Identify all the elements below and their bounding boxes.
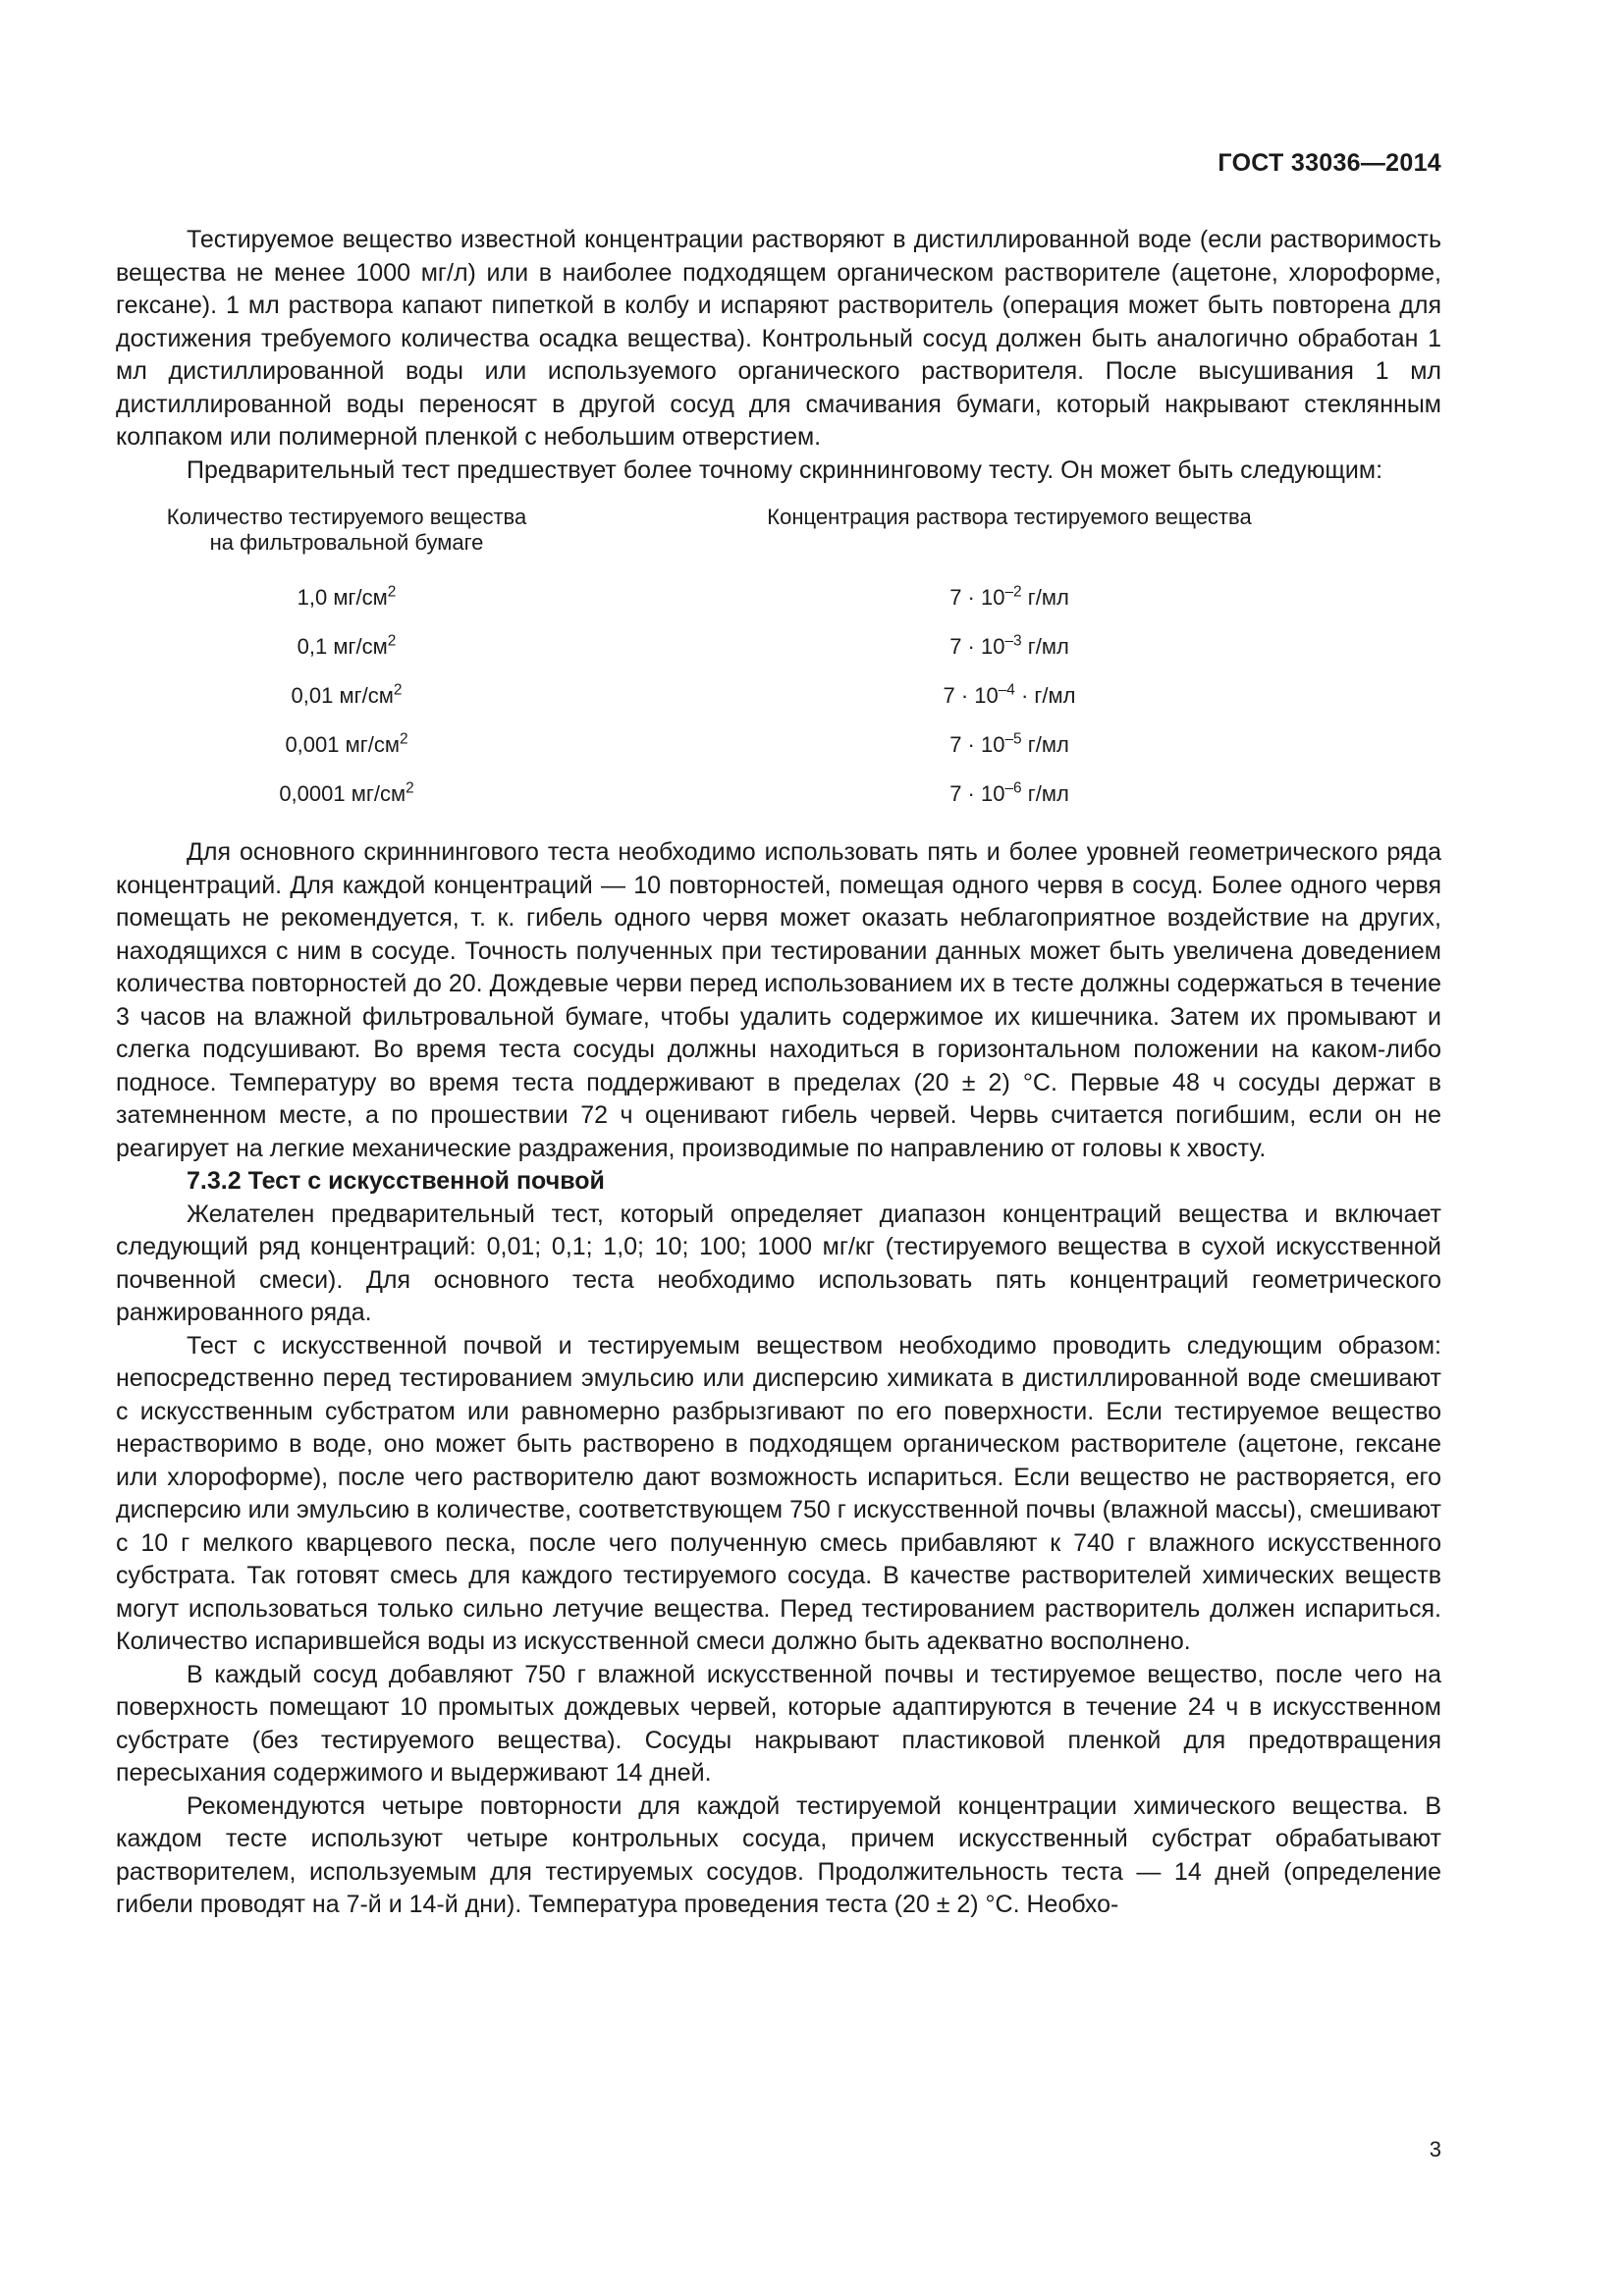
amount-text: 1,0 мг/см bbox=[297, 585, 388, 610]
section-title: Тест с искусственной почвой bbox=[247, 1167, 605, 1195]
table-cell-amount bbox=[116, 770, 577, 819]
amount-exponent: 2 bbox=[400, 730, 408, 748]
concentration-unit: · г/мл bbox=[1014, 683, 1076, 708]
table-row bbox=[116, 671, 1441, 721]
table-row bbox=[116, 622, 1441, 671]
table-cell-concentration bbox=[577, 770, 1441, 819]
document-standard-id: ГОСТ 33036—2014 bbox=[1218, 149, 1441, 177]
concentration-base: 7 · 10 bbox=[949, 585, 1005, 610]
paragraph: Тестируемое вещество известной концентрации растворяют в дистиллированной воде (если растворимость вещества не менее 1000 мг/л) или в наиболее подходящем органическом растворителе (ацетоне, хлороформе, гексане). 1 мл раствора капают пипеткой в колбу и испаряют растворитель (операция может быть повторена для достижения требуемого количества осадка вещества). Контрольный сосуд должен быть аналогично обработан 1 мл дистиллированной воды или используемого органического растворителя. После высушивания 1 мл дистиллированной воды переносят в другой сосуд для смачивания бумаги, который накрывают стеклянным колпаком или полимерной пленкой с небольшим отверстием. bbox=[116, 226, 1441, 451]
table-header-concentration: Концентрация раствора тестируемого вещества bbox=[767, 505, 1252, 529]
table-cell-concentration bbox=[577, 671, 1441, 721]
paragraph: Тест с искусственной почвой и тестируемым веществом необходимо проводить следующим образом: непосредственно перед тестированием эмульсию или дисперсию химиката в дистиллированной воде смешивают с искусственным субстратом или равномерно разбрызгивают по его поверхности. Если тестируемое вещество нерастворимо в воде, оно может быть растворено в подходящем органическом растворителе (ацетоне, гексане или хлороформе), после чего растворителю дают возможность испариться. Если вещество не растворяется, его дисперсию или эмульсию в количестве, соответствующем 750 г искусственной почвы (влажной массы), смешивают с 10 г мелкого кварцевого песка, после чего полученную смесь прибавляют к 740 г влажного искусственного субстрата. Так готовят смесь для каждого тестируемого сосуда. В качестве растворителей химических веществ могут использоваться только сильно летучие вещества. Перед тестированием растворитель должен испариться. Количество испарившейся воды из искусственной смеси должно быть адекватно восполнено. bbox=[116, 1331, 1441, 1655]
concentration-unit: г/мл bbox=[1021, 585, 1069, 610]
concentration-exponent: –4 bbox=[998, 681, 1015, 699]
concentration-exponent: –6 bbox=[1004, 779, 1022, 797]
table-cell-amount bbox=[116, 573, 577, 622]
table-cell-concentration bbox=[577, 721, 1441, 770]
amount-exponent: 2 bbox=[387, 632, 397, 650]
concentration-exponent: –3 bbox=[1004, 632, 1022, 650]
concentration-exponent: –5 bbox=[1004, 730, 1022, 748]
amount-text: 0,1 мг/см bbox=[297, 634, 388, 659]
concentration-base: 7 · 10 bbox=[943, 683, 999, 708]
paragraph: Для основного скриннингового теста необходимо использовать пять и более уровней геометрического ряда концентраций. Для каждой концентраций — 10 повторностей, помещая одного червя в сосуд. Более одного червя помещать не рекомендуется, т. к. гибель одного червя может оказать неблагоприятное воздействие на других, находящихся с ним в сосуде. Точность полученных при тестировании данных может быть увеличена доведением количества повторностей до 20. Дождевые черви перед использованием их в тесте должны содержаться в течение 3 часов на влажной фильтровальной бумаге, чтобы удалить содержимое их кишечника. Затем их промывают и слегка подсушивают. Во время теста сосуды должны находиться в горизонтальном положении на каком-либо подносе. Температуру во время теста поддерживают в пределах (20 ± 2) °С. Первые 48 ч сосуды держат в затемненном месте, а по прошествии 72 ч оценивают гибель червей. Червь считается погибшим, если он не реагирует на легкие механические раздражения, производимые по направлению от головы к хвосту. bbox=[116, 838, 1441, 1162]
concentration-base: 7 · 10 bbox=[949, 634, 1005, 659]
amount-text: 0,01 мг/см bbox=[291, 683, 394, 708]
paragraph: Желателен предварительный тест, который определяет диапазон концентраций вещества и включает следующий ряд концентраций: 0,01; 0,1; 1,0; 10; 100; 1000 мг/кг (тестируемого вещества в сухой искусственной почвенной смеси). Для основного теста необходимо использовать пять концентраций геометрического ранжированного ряда. bbox=[116, 1200, 1441, 1326]
table-header-amount bbox=[116, 505, 577, 573]
concentration-base: 7 · 10 bbox=[949, 781, 1005, 806]
table-cell-concentration bbox=[577, 622, 1441, 671]
table-cell-concentration bbox=[577, 573, 1441, 622]
concentration-unit: г/мл bbox=[1021, 634, 1069, 659]
table-cell-amount bbox=[116, 671, 577, 721]
table-row bbox=[116, 721, 1441, 770]
concentration-exponent: –2 bbox=[1004, 583, 1022, 601]
table-row bbox=[116, 573, 1441, 622]
concentration-unit: г/мл bbox=[1021, 781, 1069, 806]
section-heading bbox=[116, 1165, 1441, 1199]
concentration-base: 7 · 10 bbox=[949, 732, 1005, 757]
paragraph: Предварительный тест предшествует более точному скриннинговому тесту. Он может быть следующим: bbox=[187, 455, 1383, 484]
table-header-amount-line1: Количество тестируемого вещества bbox=[166, 505, 527, 529]
concentration-unit: г/мл bbox=[1021, 732, 1069, 757]
concentration-table bbox=[116, 505, 1441, 819]
table-header-row bbox=[116, 505, 1441, 573]
amount-text: 0,001 мг/см bbox=[285, 732, 400, 757]
table-header-amount-line2: на фильтровальной бумаге bbox=[209, 530, 484, 555]
paragraph: В каждый сосуд добавляют 750 г влажной искусственной почвы и тестируемое вещество, после чего на поверхность помещают 10 промытых дождевых червей, которые адаптируются в течение 24 ч в искусственном субстрате (без тестируемого вещества). Сосуды накрывают пластиковой пленкой для предотвращения пересыхания содержимого и выдерживают 14 дней. bbox=[116, 1660, 1441, 1787]
table-cell-amount bbox=[116, 721, 577, 770]
section-number: 7.3.2 bbox=[187, 1167, 242, 1195]
amount-exponent: 2 bbox=[387, 583, 397, 601]
table-cell-amount bbox=[116, 622, 577, 671]
page-number: 3 bbox=[1429, 2137, 1441, 2162]
table-row bbox=[116, 770, 1441, 819]
amount-exponent: 2 bbox=[406, 779, 414, 797]
amount-exponent: 2 bbox=[393, 681, 403, 699]
amount-text: 0,0001 мг/см bbox=[279, 781, 406, 806]
paragraph: Рекомендуются четыре повторности для каждой тестируемой концентрации химического вещества. В каждом тесте используют четыре контрольных сосуда, причем искусственный субстрат обрабатывают растворителем, используемым для тестируемых сосудов. Продолжительность теста — 14 дней (определение гибели проводят на 7-й и 14-й дни). Температура проведения теста (20 ± 2) °С. Необхо- bbox=[116, 1791, 1441, 1918]
page-body bbox=[116, 224, 1441, 1922]
